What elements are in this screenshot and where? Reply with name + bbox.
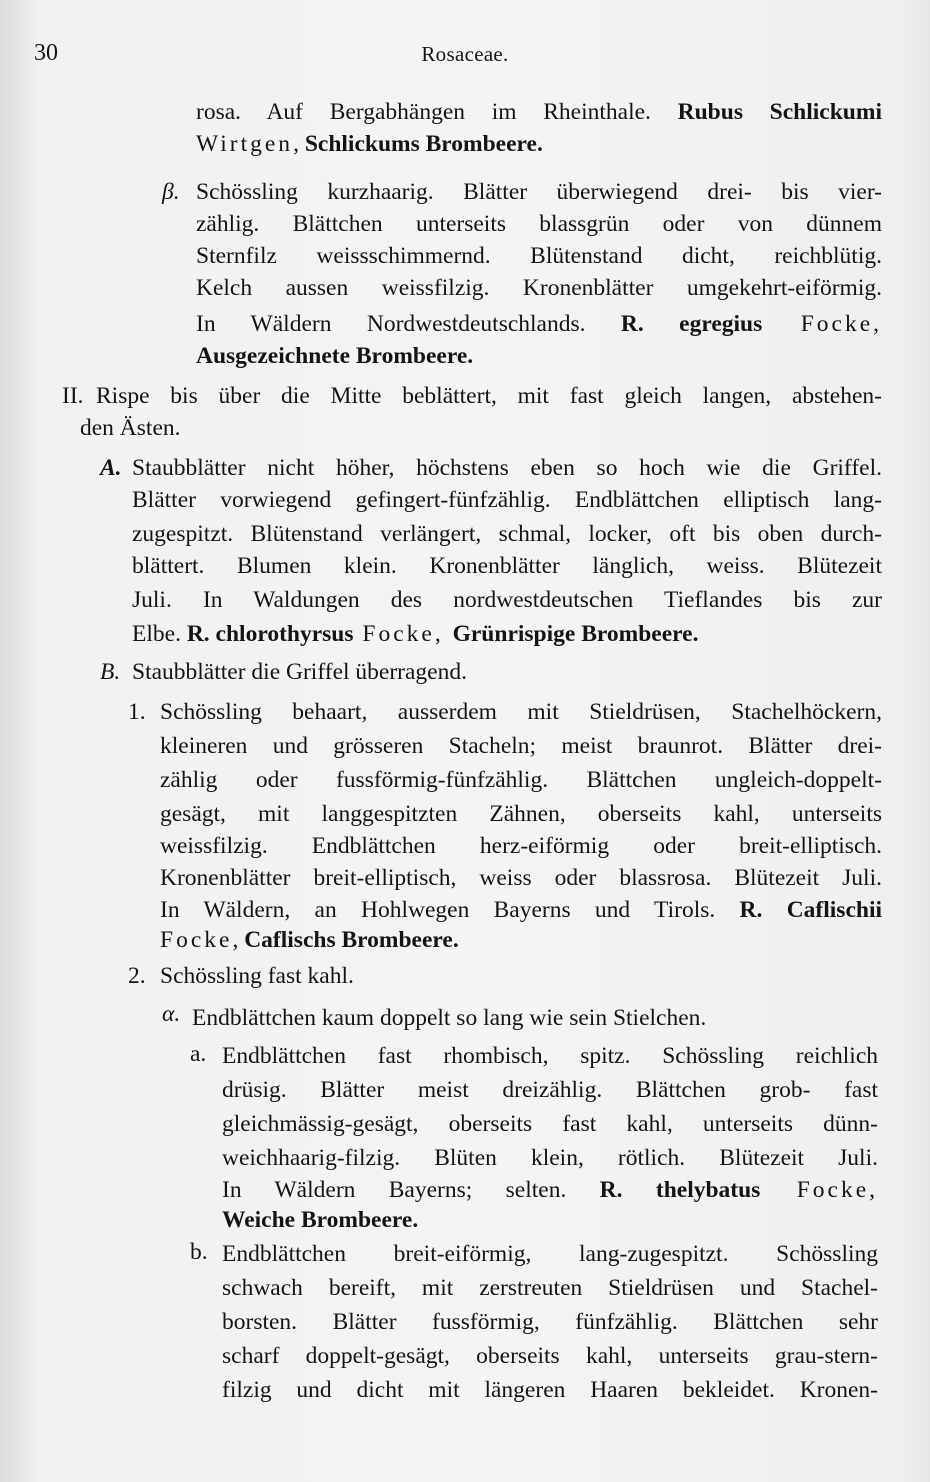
list-marker: 2. [128, 963, 146, 989]
text-line: Schössling behaart, ausserdem mit Stieldrüsen, Stachelhöckern, [160, 699, 882, 725]
text-line: filzig und dicht mit längeren Haaren bekleidet. Kronen- [222, 1377, 878, 1403]
text-line: Sternfilz weissschimmernd. Blütenstand dicht, reichblütig. [196, 243, 882, 269]
list-marker: a. [190, 1041, 207, 1067]
text-line: Endblättchen breit-eiförmig, lang-zugespitzt. Schössling [222, 1241, 878, 1267]
running-title: Rosaceae. [421, 42, 509, 66]
text-line: Endblättchen fast rhombisch, spitz. Schössling reichlich [222, 1043, 878, 1069]
text-line: scharf doppelt-gesägt, oberseits kahl, unterseits grau-stern- [222, 1343, 878, 1369]
text-line: Staubblätter nicht höher, höchstens eben so hoch wie die Griffel. [132, 455, 882, 481]
text-line: Rispe bis über die Mitte beblättert, mit fast gleich langen, abstehen- [96, 383, 882, 409]
text-line: drüsig. Blätter meist dreizählig. Blättchen grob- fast [222, 1077, 878, 1103]
list-marker: 1. [128, 699, 146, 725]
text-line: weichhaarig-filzig. Blüten klein, rötlich. Blütezeit Juli. [222, 1145, 878, 1171]
text-line: zählig. Blättchen unterseits blassgrün oder von dünnem [196, 211, 882, 237]
text-line: Juli. In Waldungen des nordwestdeutschen Tieflandes bis zur [132, 587, 882, 613]
text-line: kleineren und grösseren Stacheln; meist braunrot. Blätter drei- [160, 733, 882, 759]
text-line: Blätter vorwiegend gefingert-fünfzählig. Endblättchen elliptisch lang- [132, 487, 882, 513]
text-line: Focke, Caflischs Brombeere. [160, 927, 459, 953]
text-line: Kelch aussen weissfilzig. Kronenblätter umgekehrt-eiförmig. [196, 275, 882, 301]
page-header [0, 40, 930, 74]
text-line: Staubblätter die Griffel überragend. [132, 659, 467, 685]
text-line: rosa. Auf Bergabhängen im Rheinthale. Rubus Schlickumi [196, 99, 882, 125]
section-marker: II. [62, 383, 84, 409]
list-marker: α. [162, 1001, 181, 1027]
text-line: Schössling kurzhaarig. Blätter überwiegend drei- bis vier- [196, 179, 882, 205]
list-marker: β. [162, 179, 180, 205]
list-marker: b. [190, 1239, 208, 1265]
text-line: Schössling fast kahl. [160, 963, 354, 989]
text-line: schwach bereift, mit zerstreuten Stieldrüsen und Stachel- [222, 1275, 878, 1301]
text-line: In Wäldern, an Hohlwegen Bayerns und Tirols. R. Caflischii [160, 897, 882, 923]
text-line: blättert. Blumen klein. Kronenblätter länglich, weiss. Blütezeit [132, 553, 882, 579]
text-line: Elbe. R. chlorothyrsus Focke, Grünrispige Brombeere. [132, 621, 699, 647]
text-line: zugespitzt. Blütenstand verlängert, schmal, locker, oft bis oben durch- [132, 521, 882, 547]
text-line: Ausgezeichnete Brombeere. [196, 343, 474, 369]
text-line: Kronenblätter breit-elliptisch, weiss oder blassrosa. Blütezeit Juli. [160, 865, 882, 891]
text-line: den Ästen. [80, 415, 181, 441]
text-line: Weiche Brombeere. [222, 1207, 419, 1233]
page-number: 30 [34, 40, 58, 66]
text-line: zählig oder fussförmig-fünfzählig. Blättchen ungleich-doppelt- [160, 767, 882, 793]
text-line: Wirtgen, Schlickums Brombeere. [196, 131, 543, 157]
text-line: gesägt, mit langgespitzten Zähnen, oberseits kahl, unterseits [160, 801, 882, 827]
text-line: gleichmässig-gesägt, oberseits fast kahl, unterseits dünn- [222, 1111, 878, 1137]
text-line: weissfilzig. Endblättchen herz-eiförmig oder breit-elliptisch. [160, 833, 882, 859]
text-line: In Wäldern Bayerns; selten. R. thelybatus Focke, [222, 1177, 878, 1203]
section-marker: A. [100, 455, 122, 481]
text-line: borsten. Blätter fussförmig, fünfzählig. Blättchen sehr [222, 1309, 878, 1335]
section-marker: B. [100, 659, 121, 685]
text-line: Endblättchen kaum doppelt so lang wie sein Stielchen. [192, 1005, 707, 1031]
text-line: In Wäldern Nordwestdeutschlands. R. egregius Focke, [196, 311, 882, 337]
